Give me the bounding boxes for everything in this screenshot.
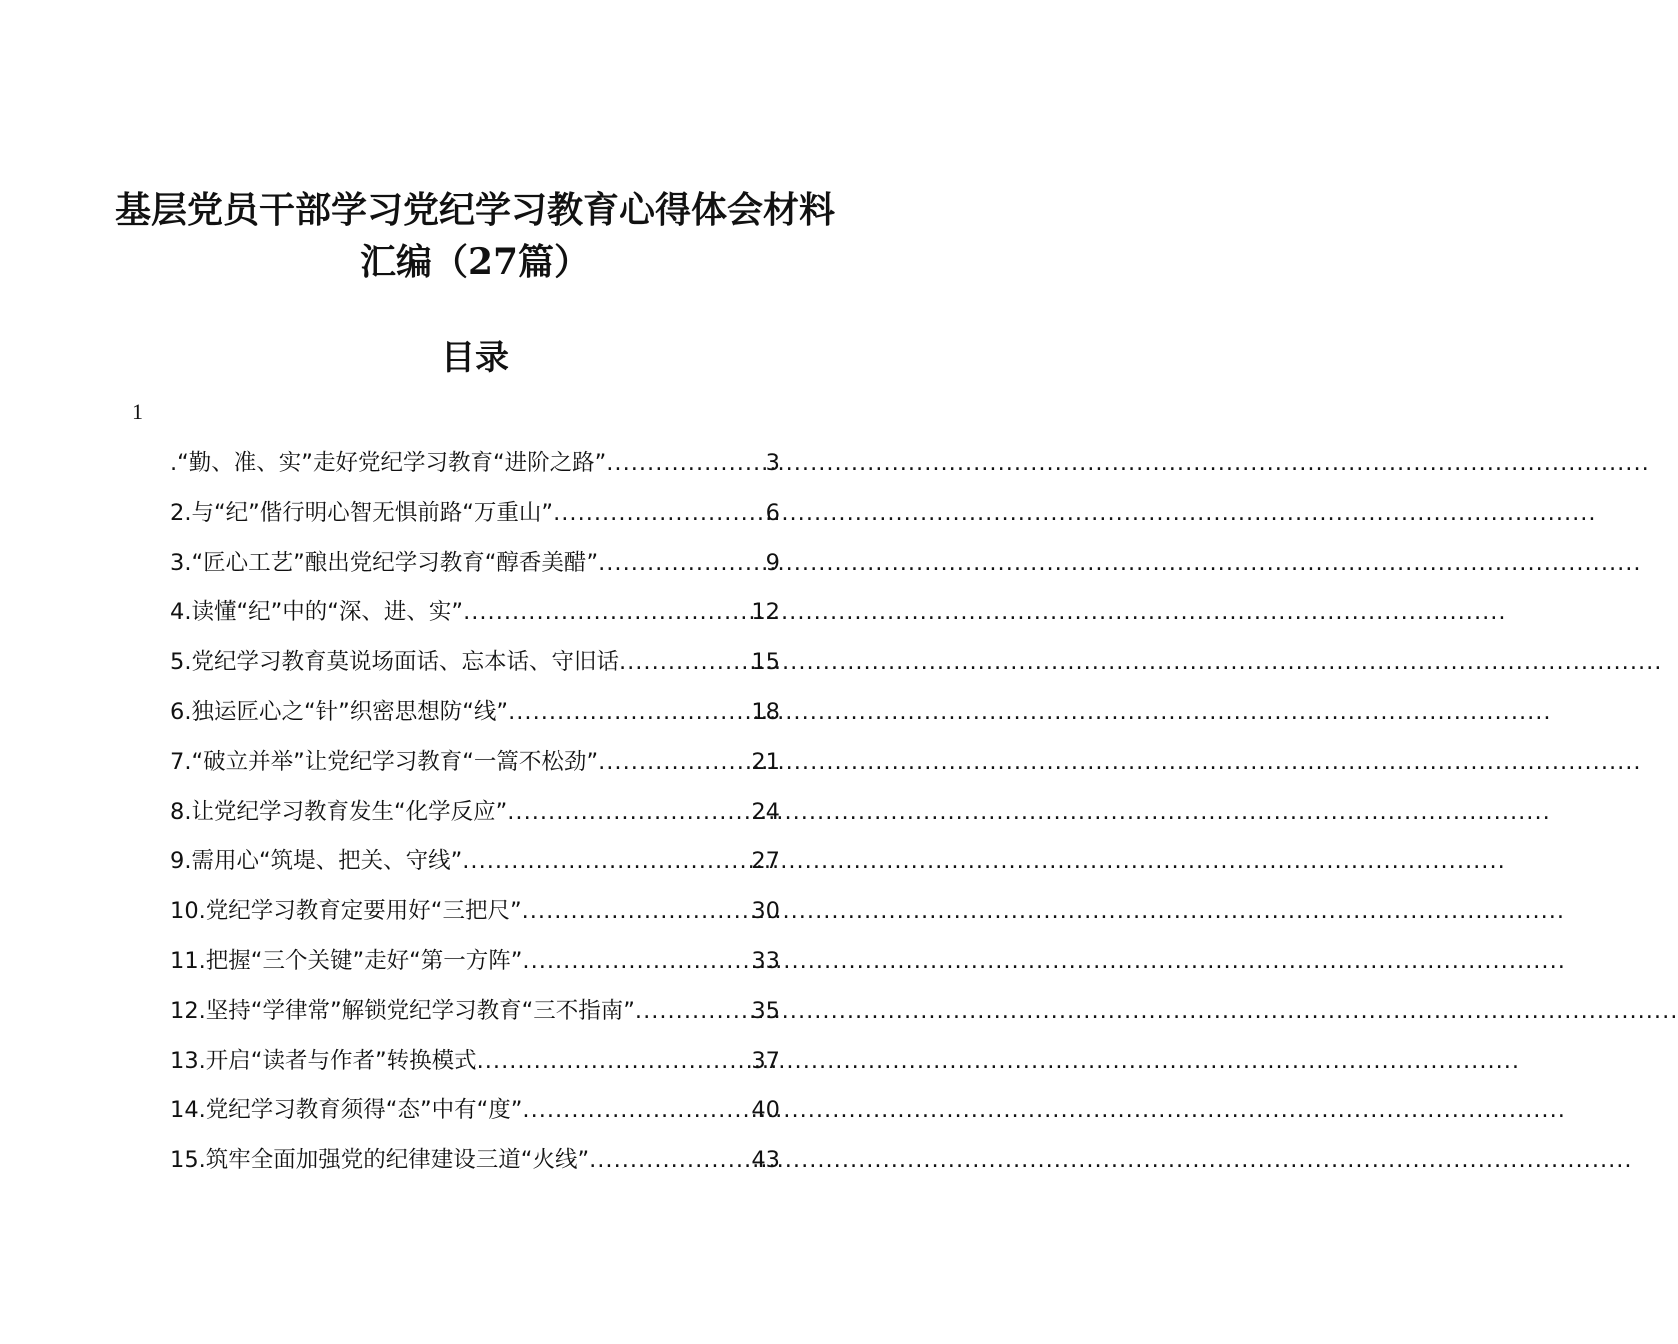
toc-entry-page: 15 (751, 649, 780, 676)
toc-leader-dots (463, 592, 751, 632)
toc-leader-dots (553, 493, 766, 533)
toc-entry-title: 10.党纪学习教育定要用好“三把尺” (170, 898, 522, 925)
toc-entry[interactable] (170, 941, 780, 991)
toc-entry-page: 33 (751, 947, 780, 974)
toc-leader-dots (635, 991, 751, 1031)
toc-entry[interactable] (170, 1041, 780, 1091)
toc-entry-page: 37 (751, 1047, 780, 1074)
toc-leader-dots (589, 1140, 751, 1180)
toc-entry-title: 5.党纪学习教育莫说场面话、忘本话、守旧话 (170, 649, 619, 676)
toc-entry[interactable] (170, 891, 780, 941)
toc-entry[interactable] (170, 493, 780, 543)
toc-entry-page: 43 (751, 1147, 780, 1174)
toc-entry-title: 3.“匠心工艺”酿出党纪学习教育“醇香美醋” (170, 549, 599, 576)
toc-entry-title: 11.把握“三个关键”走好“第一方阵” (170, 947, 523, 974)
toc-leader-dots (477, 1041, 752, 1081)
toc-entry-title: 7.“破立并举”让党纪学习教育“一篙不松劲” (170, 748, 599, 775)
toc-entry-title: .“勤、准、实”走好党纪学习教育“进阶之路” (170, 450, 607, 476)
toc-entry[interactable] (170, 642, 780, 692)
document-title-line-2: 汇编（27篇） (359, 241, 591, 283)
toc-entry-page: 24 (751, 798, 780, 825)
toc-entry-title: 14.党纪学习教育须得“态”中有“度” (170, 1097, 523, 1124)
toc-entry-page: 40 (751, 1097, 780, 1124)
toc-entry-title: 15.筑牢全面加强党的纪律建设三道“火线” (170, 1147, 590, 1174)
toc-entry-title: 8.让党纪学习教育发生“化学反应” (170, 798, 508, 825)
toc-entry-title: 2.与“纪”偕行明心智无惧前路“万重山” (170, 499, 554, 526)
toc-entry-page: 35 (751, 997, 780, 1024)
toc-entry-page: 3 (765, 450, 780, 476)
toc-leader-dots (522, 891, 752, 931)
toc-entry[interactable] (170, 592, 780, 642)
toc-leader-dots (522, 941, 751, 981)
toc-entry-page: 6 (765, 499, 780, 526)
toc-leader-dots (619, 642, 751, 682)
toc-heading: 目录 (441, 338, 509, 378)
toc-entry[interactable] (170, 792, 780, 842)
toc-entry-page: 18 (751, 698, 780, 725)
toc-entry[interactable] (170, 991, 780, 1041)
stray-page-number: 1 (132, 399, 143, 424)
toc-entry[interactable] (170, 841, 780, 891)
toc-entry-page: 12 (751, 599, 780, 626)
toc-entry-title: 9.需用心“筑堤、把关、守线” (170, 848, 463, 875)
toc-entry-title: 4.读懂“纪”中的“深、进、实” (170, 599, 464, 626)
toc-entry-page: 9 (765, 549, 780, 576)
toc-entry[interactable] (170, 443, 780, 493)
toc-leader-dots (507, 792, 751, 832)
toc-entry[interactable] (170, 1090, 780, 1140)
toc-entry[interactable] (170, 543, 780, 593)
toc-entry-title: 6.独运匠心之“针”织密思想防“线” (170, 698, 509, 725)
toc-entry[interactable] (170, 1140, 780, 1190)
toc-entry-page: 21 (751, 748, 780, 775)
toc-leader-dots (508, 692, 751, 732)
toc-entry-page: 27 (751, 848, 780, 875)
toc-leader-dots (598, 543, 766, 583)
toc-entry[interactable] (170, 692, 780, 742)
toc-entry-title: 12.坚持“学律常”解锁党纪学习教育“三不指南” (170, 997, 635, 1024)
toc-leader-dots (598, 742, 751, 782)
toc-leader-dots (522, 1090, 751, 1130)
toc-leader-dots (462, 841, 751, 881)
toc-entry-title: 13.开启“读者与作者”转换模式 (170, 1047, 477, 1074)
toc-entry[interactable] (170, 742, 780, 792)
toc-entry-page: 30 (751, 898, 780, 925)
table-of-contents (170, 443, 780, 1190)
toc-leader-dots (606, 443, 765, 483)
document-title-line-1: 基层党员干部学习党纪学习教育心得体会材料 (114, 189, 835, 231)
